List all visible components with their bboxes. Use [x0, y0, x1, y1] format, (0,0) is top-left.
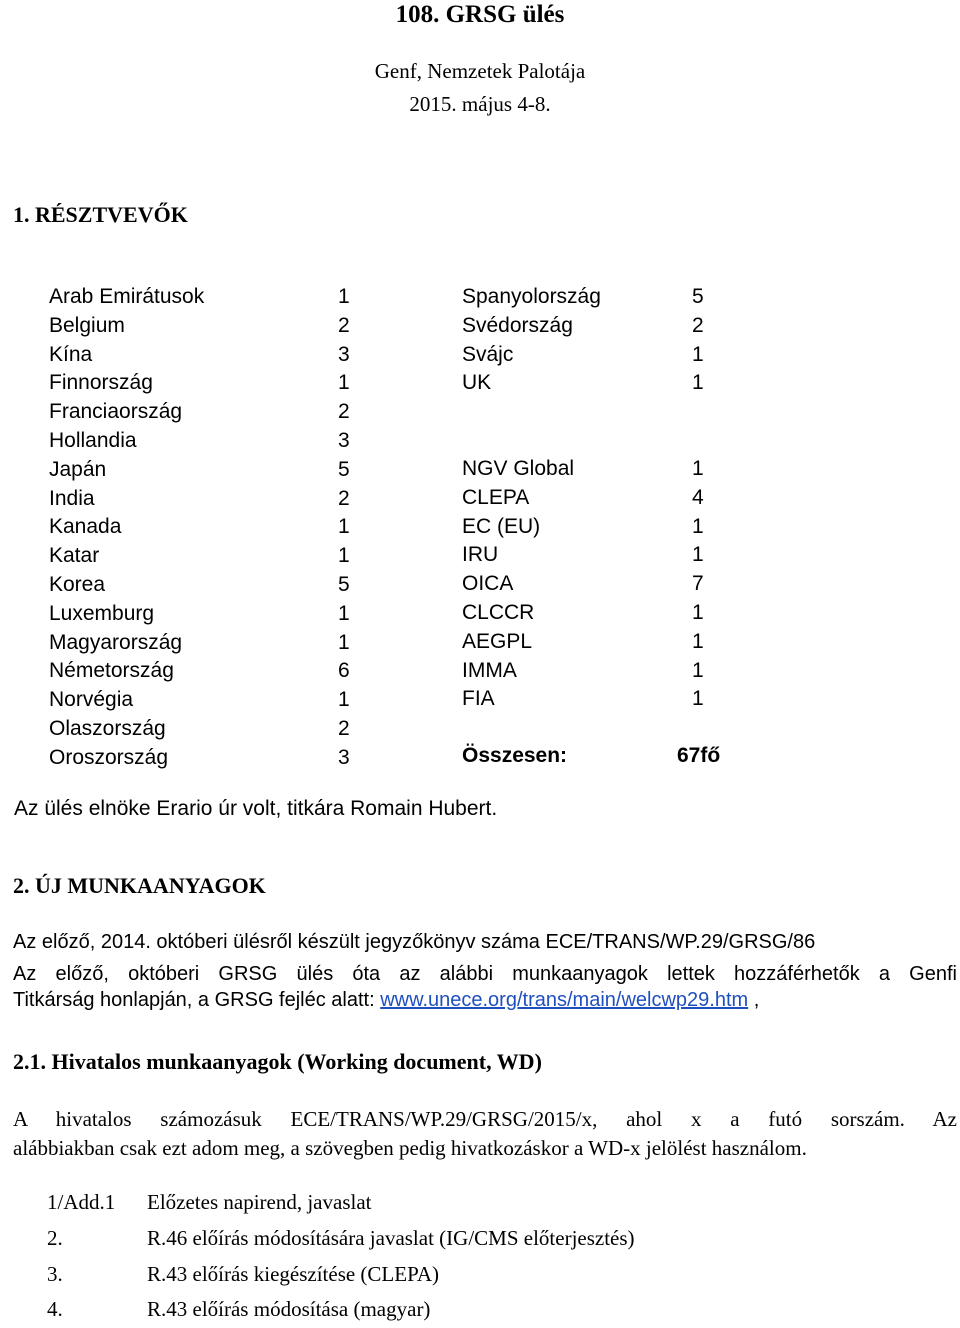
- organization-name: OICA: [462, 572, 514, 596]
- total-value: 67fő: [677, 744, 721, 767]
- country-count: 3: [338, 342, 350, 366]
- working-document-title: R.46 előírás módosítására javaslat (IG/CMS előterjesztés): [147, 1226, 635, 1250]
- organization-name: NGV Global: [462, 457, 575, 480]
- working-document-number: 2.: [47, 1226, 63, 1250]
- organization-count: 1: [692, 600, 704, 624]
- country-name: Norvégia: [49, 688, 134, 712]
- country-count: 5: [692, 285, 704, 308]
- country-name: Németország: [49, 659, 174, 683]
- working-doc-para-line2: alábbiakban csak ezt adom meg, a szövegben pedig hivatkozáskor a WD-x jelölést használom.: [13, 1136, 807, 1160]
- working-document-title: R.43 előírás módosítása (magyar): [147, 1297, 431, 1321]
- country-count: 3: [338, 745, 350, 769]
- meeting-location: Genf, Nemzetek Palotája: [374, 59, 586, 83]
- organization-count: 1: [692, 514, 704, 538]
- country-name: Finnország: [49, 371, 153, 395]
- minutes-reference: Az előző, 2014. októberi ülésről készült jegyzőkönyv száma ECE/TRANS/WP.29/GRSG/86: [13, 931, 816, 953]
- total-label: Összesen:: [462, 744, 568, 767]
- country-count: 1: [338, 285, 350, 308]
- section-heading-working-documents: 2.1. Hivatalos munkaanyagok (Working document, WD): [13, 1049, 542, 1074]
- country-name: UK: [462, 371, 492, 395]
- country-name: Franciaország: [49, 400, 183, 424]
- country-name: Kína: [49, 342, 93, 366]
- organization-count: 1: [692, 457, 704, 480]
- organization-name: AEGPL: [462, 629, 533, 653]
- working-document-number: 3.: [47, 1262, 63, 1286]
- organization-name: IRU: [462, 543, 499, 567]
- country-count: 5: [338, 572, 350, 596]
- documents-location-line: [13, 989, 759, 1012]
- meeting-date: 2015. május 4-8.: [409, 92, 551, 116]
- country-count: 2: [338, 400, 350, 424]
- country-name: Olaszország: [49, 716, 166, 740]
- organizations-list: [462, 455, 574, 714]
- country-count: 2: [338, 486, 350, 510]
- country-name: India: [49, 486, 95, 510]
- country-name: Svájc: [462, 342, 514, 366]
- country-name: Oroszország: [49, 745, 169, 769]
- country-name: Katar: [49, 544, 100, 568]
- country-name: Magyarország: [49, 630, 183, 654]
- country-name: Spanyolország: [462, 285, 601, 308]
- country-name: Svédország: [462, 313, 573, 337]
- organization-count: 1: [692, 629, 704, 653]
- country-count: 1: [338, 371, 350, 395]
- country-name: Arab Emirátusok: [49, 285, 205, 308]
- country-name: Kanada: [49, 515, 122, 539]
- countries2-counts: [692, 283, 704, 398]
- documents-location-text: Titkárság honlapján, a GRSG fejléc alatt:: [13, 989, 381, 1011]
- organization-count: 1: [692, 658, 704, 682]
- country-count: 1: [692, 342, 704, 366]
- country-count: 1: [338, 601, 350, 625]
- country-count: 1: [692, 371, 704, 395]
- country-name: Hollandia: [49, 428, 137, 452]
- chair-note: Az ülés elnöke Erario úr volt, titkára Romain Hubert.: [14, 797, 498, 820]
- country-count: 1: [338, 544, 350, 568]
- country-count: 1: [338, 515, 350, 539]
- page-title: 108. GRSG ülés: [395, 1, 565, 28]
- organization-name: CLCCR: [462, 600, 535, 624]
- organization-count: 1: [692, 543, 704, 567]
- organization-count: 4: [692, 485, 704, 509]
- organization-count: 7: [692, 572, 704, 596]
- unece-link[interactable]: www.unece.org/trans/main/welcwp29.htm: [380, 989, 749, 1011]
- countries2-list: [462, 283, 601, 398]
- country-name: Korea: [49, 572, 106, 596]
- working-document-title: Előzetes napirend, javaslat: [147, 1190, 372, 1214]
- country-count: 5: [338, 457, 350, 481]
- working-document-number: 1/Add.1: [47, 1190, 116, 1214]
- section-heading-new-documents: 2. ÚJ MUNKAANYAGOK: [13, 873, 266, 898]
- documents-location-suffix: ,: [748, 989, 760, 1011]
- section-heading-participants: 1. RÉSZTVEVŐK: [13, 202, 188, 227]
- country-count: 3: [338, 428, 350, 452]
- working-document-title: R.43 előírás kiegészítése (CLEPA): [147, 1262, 440, 1286]
- working-doc-para-line1: A hivatalos számozásuk ECE/TRANS/WP.29/GRSG/2015/x, ahol x a futó sorszám. Az: [13, 1107, 957, 1131]
- organization-count: 1: [692, 687, 704, 711]
- countries-counts: [338, 283, 350, 773]
- countries-list: [49, 283, 204, 773]
- country-name: Belgium: [49, 313, 125, 337]
- country-count: 2: [338, 313, 350, 337]
- country-count: 1: [338, 688, 350, 712]
- documents-intro-line: Az előző, októberi GRSG ülés óta az alábbi munkaanyagok lettek hozzáférhetők a Genfi: [13, 963, 957, 985]
- organization-name: IMMA: [462, 658, 517, 682]
- organization-name: EC (EU): [462, 514, 541, 538]
- country-count: 2: [692, 313, 704, 337]
- organization-name: FIA: [462, 687, 495, 711]
- country-name: Japán: [49, 457, 107, 481]
- country-count: 1: [338, 630, 350, 654]
- country-count: 6: [338, 659, 350, 683]
- organization-name: CLEPA: [462, 485, 530, 509]
- country-count: 2: [338, 716, 350, 740]
- country-name: Luxemburg: [49, 601, 155, 625]
- working-document-number: 4.: [47, 1297, 63, 1321]
- organizations-counts: [692, 455, 704, 714]
